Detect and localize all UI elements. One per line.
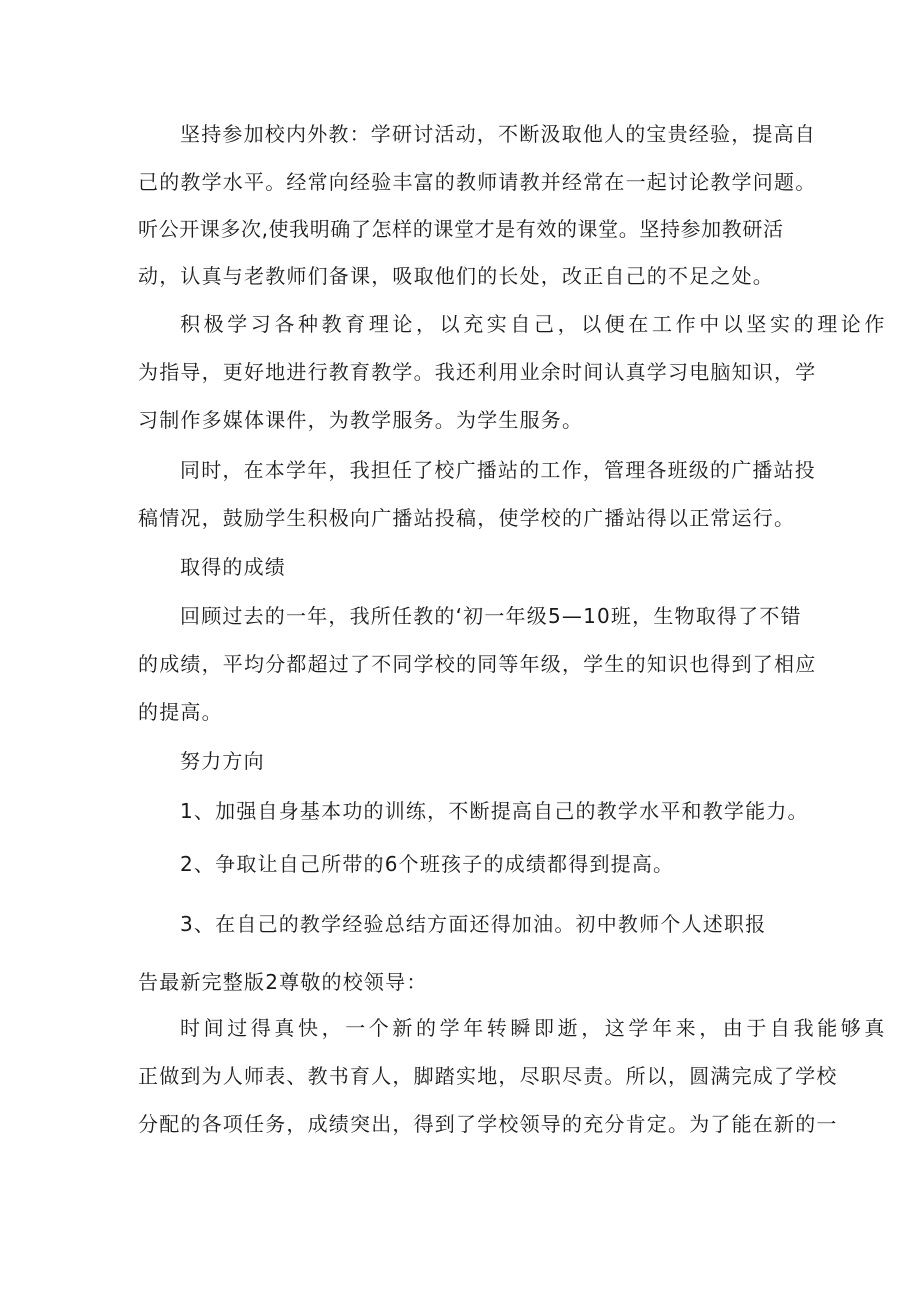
text-line: 动，认真与老教师们备课，吸取他们的长处，改正自己的不足之处。 <box>138 264 774 288</box>
text-line: 的提高。 <box>138 700 223 724</box>
list-item: 1、加强自身基本功的训练，不断提高自己的教学水平和教学能力。 <box>180 799 809 823</box>
text-line: 为指导，更好地进行教育教学。我还利用业余时间认真学习电脑知识，学 <box>138 360 817 384</box>
section-heading-achievements: 取得的成绩 <box>180 555 286 579</box>
list-item: 2、争取让自己所带的6个班孩子的成绩都得到提高。 <box>180 852 675 876</box>
text-line: 的成绩，平均分都超过了不同学校的同等年级，学生的知识也得到了相应 <box>138 652 817 676</box>
list-item: 3、在自己的教学经验总结方面还得加油。初中教师个人述职报 <box>180 912 767 936</box>
text-line: 听公开课多次,使我明确了怎样的课堂才是有效的课堂。坚持参加教研活 <box>138 217 784 241</box>
text-line: 同时，在本学年，我担任了校广播站的工作，管理各班级的广播站投 <box>180 458 816 482</box>
text-line: 正做到为人师表、教书育人，脚踏实地，尽职尽责。所以，圆满完成了学校 <box>138 1064 838 1088</box>
section-heading-direction: 努力方向 <box>180 749 265 773</box>
report-title-salutation: 告最新完整版2尊敬的校领导： <box>138 970 428 994</box>
text-line: 分配的各项任务，成绩突出，得到了学校领导的充分肯定。为了能在新的一 <box>138 1112 838 1136</box>
text-line: 坚持参加校内外教：学研讨活动，不断汲取他人的宝贵经验，提高自 <box>180 122 816 146</box>
text-line: 己的教学水平。经常向经验丰富的教师请教并经常在一起讨论教学问题。 <box>138 170 817 194</box>
text-line: 时间过得真快，一个新的学年转瞬即逝，这学年来，由于自我能够真 <box>180 1016 888 1040</box>
text-line: 稿情况，鼓励学生积极向广播站投稿，使学校的广播站得以正常运行。 <box>138 506 796 530</box>
text-line: 习制作多媒体课件，为教学服务。为学生服务。 <box>138 408 584 432</box>
text-line: 积极学习各种教育理论，以充实自己，以便在工作中以坚实的理论作 <box>180 312 888 336</box>
text-line: 回顾过去的一年，我所任教的‘初一年级5—10班，生物取得了不错 <box>180 604 802 628</box>
